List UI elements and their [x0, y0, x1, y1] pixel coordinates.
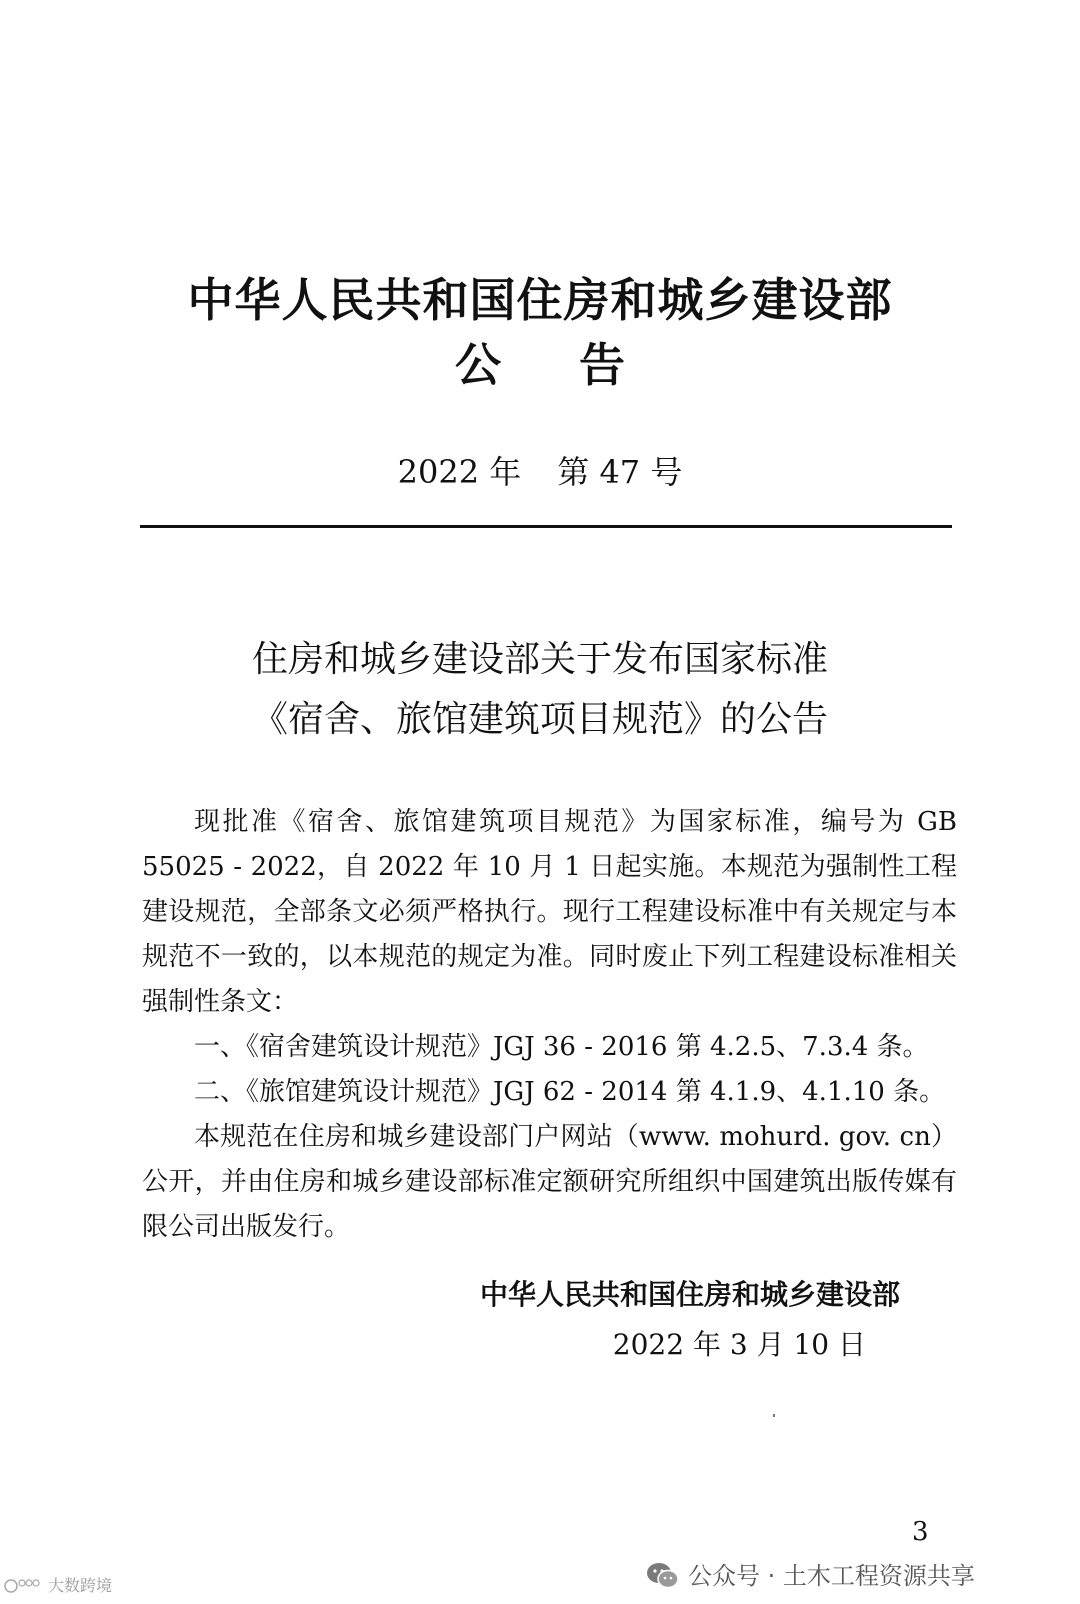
- doc-type-char-2: 告: [579, 338, 625, 392]
- announcement-title: [0, 630, 1080, 750]
- document-issue-number: 第 47 号: [557, 453, 683, 491]
- corner-watermark-label: 大数跨境: [48, 1576, 113, 1595]
- corner-watermark: [4, 1574, 112, 1598]
- page-number: 3: [912, 1517, 929, 1547]
- wechat-icon: [646, 1562, 680, 1590]
- document-year: 2022 年: [397, 453, 522, 491]
- document-number: [0, 450, 1080, 494]
- title-line-2: 《宿舍、旅馆建筑项目规范》的公告: [251, 699, 828, 740]
- brand-logo-icon: [4, 1576, 44, 1596]
- body-list-item-1: 一、《宿舍建筑设计规范》JGJ 36 - 2016 第 4.2.5、7.3.4 条。: [194, 1032, 929, 1062]
- body-paragraph-1: 现批准《宿舍、旅馆建筑项目规范》为国家标准，编号为 GB 55025 - 2022，自 2022 年 10 月 1 日起实施。本规范为强制性工程建设规范，全部条文必须严格执行。现行工程建设标准中有关规定与本规范不一致的，以本规范的规定为准。同时废止下列工程建设标准相关强制性条文：: [142, 807, 957, 1017]
- title-line-1: 住房和城乡建设部关于发布国家标准: [251, 639, 828, 680]
- wechat-watermark: [646, 1560, 975, 1592]
- wechat-account-label: 公众号 · 土木工程资源共享: [688, 1562, 975, 1590]
- doc-type-char-1: 公: [455, 338, 501, 392]
- announcement-body: [142, 800, 957, 1250]
- document-type-heading: [0, 335, 1080, 395]
- signature-date: 2022 年 3 月 10 日: [612, 1328, 866, 1361]
- header-divider: [140, 525, 952, 528]
- issuer-heading: 中华人民共和国住房和城乡建设部: [187, 273, 893, 327]
- body-list-item-2: 二、《旅馆建筑设计规范》JGJ 62 - 2014 第 4.1.9、4.1.10 条。: [194, 1077, 946, 1107]
- signature-organization: 中华人民共和国住房和城乡建设部: [479, 1278, 900, 1311]
- scan-speck: [773, 1414, 775, 1417]
- body-paragraph-2: 本规范在住房和城乡建设部门户网站（www. mohurd. gov. cn）公开，并由住房和城乡建设部标准定额研究所组织中国建筑出版传媒有限公司出版发行。: [142, 1122, 957, 1242]
